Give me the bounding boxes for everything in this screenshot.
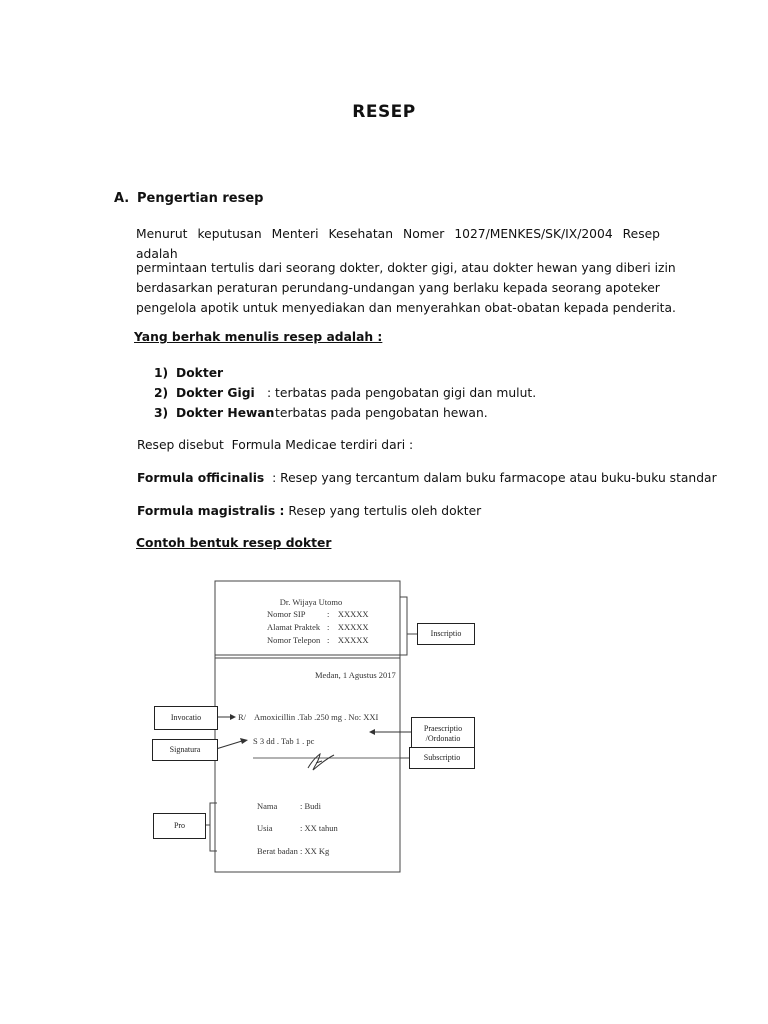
example-heading: Contoh bentuk resep dokter [136,536,332,550]
list-number: 3) [154,406,169,420]
intro-line: Menurut keputusan Menteri Kesehatan Nomer 1027/MENKES/SK/IX/2004 Resep adalah [136,227,660,261]
invocatio-label: Invocatio [154,706,218,730]
praescriptio-label-line: /Ordonatio [425,734,461,743]
formula-term: Formula magistralis : [137,504,285,518]
section-title: Pengertian resep [137,191,264,206]
page-title: RESEP [352,102,416,122]
list-number: 1) [154,366,169,380]
patient-label: Berat badan [257,846,298,856]
list-item [154,363,536,383]
list-note: : terbatas pada pengobatan hewan. [267,406,488,420]
signatura-label: Signatura [152,739,218,761]
formula-officinalis [137,468,717,488]
patient-value: : XX Kg [300,846,330,856]
field-value: : XXXXX [327,609,369,619]
formula-definition: Resep yang tertulis oleh dokter [284,504,482,518]
field-label: Alamat Praktek [267,622,321,632]
writers-list [154,363,536,423]
field-value: : XXXXX [327,635,369,645]
prescription-line: Amoxicillin .Tab .250 mg . No: XXI [254,712,379,722]
patient-label: Usia [257,823,273,833]
inscriptio-label: Inscriptio [417,623,475,645]
formula-term: Formula officinalis [137,471,265,485]
field-label: Nomor SIP [267,609,306,619]
writers-heading: Yang berhak menulis resep adalah : [134,330,383,344]
rx-symbol: R/ [238,712,247,722]
list-number: 2) [154,386,169,400]
patient-value: : XX tahun [300,823,338,833]
formula-magistralis [137,501,481,521]
formula-intro: Resep disebut Formula Medicae terdiri dari : [137,438,414,452]
list-name: Dokter Gigi [176,386,255,400]
list-note: : terbatas pada pengobatan gigi dan mulut. [267,386,537,400]
pro-label: Pro [153,813,206,839]
field-value: : XXXXX [327,622,369,632]
prescription-date: Medan, 1 Agustus 2017 [315,670,396,680]
list-item [154,403,536,423]
list-name: Dokter [176,366,224,380]
formula-definition: : Resep yang tercantum dalam buku farmacope atau buku-buku standar [264,471,717,485]
patient-label: Nama [257,801,278,811]
praescriptio-label [411,717,475,751]
prescription-figure [150,575,480,880]
list-item [154,383,536,403]
praescriptio-label-line: Praescriptio [423,724,463,733]
list-name: Dokter Hewan [176,406,275,420]
section-label: A. [114,191,130,206]
definition-paragraph: permintaan tertulis dari seorang dokter, dokter gigi, atau dokter hewan yang diberi izin berdasarkan peraturan perundang-undangan yang berlaku kepada seorang apoteker pengelola apotik untuk menyediakan dan menyerahkan obat-obatan kepada penderita. [136,261,676,315]
field-label: Nomor Telepon [267,635,321,645]
section-heading [114,191,263,206]
subscriptio-label: Subscriptio [409,747,475,769]
signa-line: S 3 dd . Tab 1 . pc [253,736,315,746]
patient-value: : Budi [300,801,322,811]
doctor-name: Dr. Wijaya Utomo [279,597,343,607]
